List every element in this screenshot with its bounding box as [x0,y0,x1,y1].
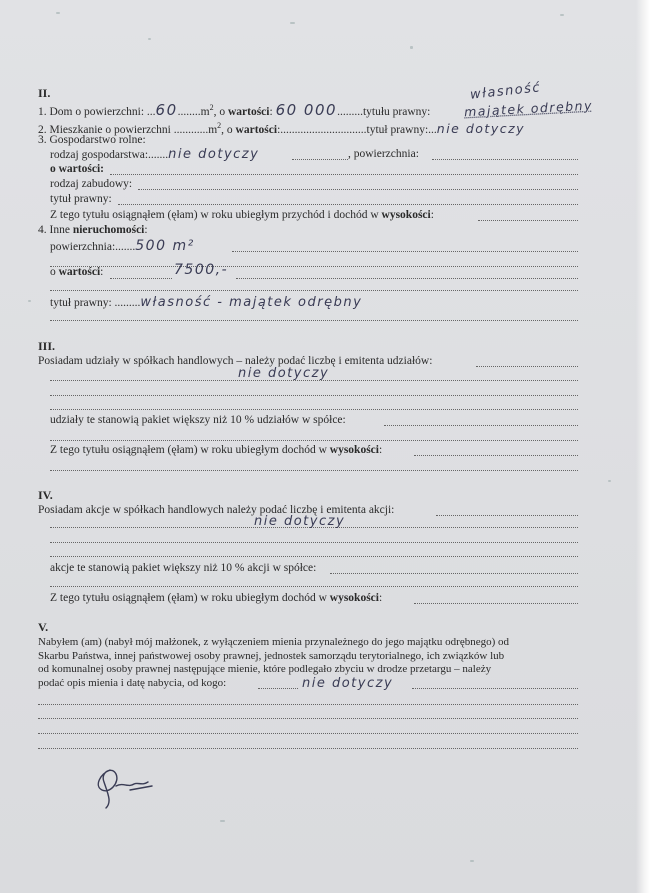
handwritten-stocks-na: nie dotyczy [254,514,346,529]
dotted-fill [50,586,578,587]
scan-edge [636,0,650,893]
handwritten-house-area: 60 [155,100,178,119]
handwritten-acquisition-na: nie dotyczy [302,676,394,691]
scan-speck [560,14,564,16]
dotted-fill [110,278,172,279]
other-property-title-line: tytuł prawny: .........własność - majątek odrębny [50,295,363,310]
farm-value-label: o wartości: [50,163,104,175]
dotted-fill [436,515,578,516]
scan-speck [608,480,611,482]
shares-line: Posiadam udziały w spółkach handlowych – należy podać liczbę i emitenta udziałów: [38,355,433,367]
handwritten-other-area: 500 m² [135,238,195,254]
dotted-fill [50,470,578,471]
dotted-fill [292,159,348,160]
shares-stake-line: udziały te stanowią pakiet większy niż 10 % udziałów w spółce: [50,414,346,426]
dotted-fill [384,425,578,426]
dotted-fill [476,366,578,367]
dotted-fill [50,290,578,291]
other-property-value-line: o wartości: [50,266,104,278]
shares-income-line: Z tego tytułu osiągnąłem (ęłam) w roku ubiegłym dochód w wysokości: [50,444,383,456]
farm-area-label: , powierzchnia: [348,148,419,160]
acquisition-paragraph: Nabyłem (am) (nabył mój małżonek, z wyłączeniem mienia przynależnego do jego majątku odrębnego) od Skarbu Państwa, innej państwowej osoby prawnej, jednostek samorządu terytorialnego, ich związków lub od komunalnej osoby prawnej następujące mienie, które podlegało zbyciu w drodze przetargu – należy podać opis mienia i datę nabycia, od kogo: [38,636,509,689]
handwritten-shares-na: nie dotyczy [238,366,330,381]
apartment-line: 2. Mieszkanie o powierzchni $............m^2$, o wartości:..............................tytuł prawny:...nie dotyczy [38,120,526,136]
section-3-heading: III. [38,339,56,353]
handwritten-farm-na: nie dotyczy [168,147,260,162]
handwritten-apartment-na: nie dotyczy [436,120,526,136]
dotted-fill [330,573,578,574]
dotted-fill [50,440,578,441]
dotted-fill [50,409,578,410]
scan-speck [290,22,295,24]
dotted-fill [50,320,578,321]
stocks-income-line: Z tego tytułu osiągnąłem (ęłam) w roku ubiegłym dochód w wysokości: [50,592,383,604]
scan-speck [56,12,60,14]
dotted-fill [38,718,578,719]
farm-heading: 3. Gospodarstwo rolne: [38,134,146,146]
dotted-fill [138,189,578,190]
section-2-heading: II. [38,86,51,100]
dotted-fill [38,704,578,705]
handwritten-house-value: 60 000 [275,100,338,119]
signature [90,752,170,812]
dotted-fill [414,603,578,604]
dotted-fill [50,556,578,557]
other-property-heading: 4. Inne nieruchomości: [38,224,148,236]
dotted-fill [478,220,578,221]
dotted-fill [118,204,578,205]
section-5-heading: V. [38,620,49,634]
handwritten-other-title: własność - majątek odrębny [140,295,363,310]
farm-buildings-label: rodzaj zabudowy: [50,178,133,190]
handwritten-other-value: 7500,- [174,262,229,278]
stocks-stake-line: akcje te stanowią pakiet większy niż 10 % akcji w spółce: [50,562,317,574]
other-property-area-line: powierzchnia:.......500 m² [50,238,195,254]
dotted-fill [412,688,578,689]
section-4-heading: IV. [38,488,53,502]
dotted-fill [232,251,578,252]
scan-speck [220,820,225,822]
handwritten-ownership-bottom: majątek odrębny [463,97,594,120]
house-line: 1. Dom o powierzchni: $...60........m^2$, o wartości: 60 000.........tytułu prawny: [38,100,431,119]
dotted-fill [50,266,578,267]
dotted-fill [38,733,578,734]
dotted-fill [414,455,578,456]
farm-income-line: Z tego tytułu osiągnąłem (ęłam) w roku ubiegłym przychód i dochód w wysokości: [50,209,434,221]
dotted-fill [38,748,578,749]
dotted-fill [236,278,578,279]
scan-speck [28,300,31,302]
dotted-fill [432,159,578,160]
dotted-fill [50,542,578,543]
handwritten-ownership-top: własność [469,80,542,103]
farm-type-line: rodzaj gospodarstwa:.......nie dotyczy [50,147,260,162]
dotted-fill [258,688,298,689]
scan-speck [410,46,413,49]
farm-title-label: tytuł prawny: [50,193,112,205]
dotted-fill [110,174,578,175]
dotted-fill [50,395,578,396]
scan-speck [470,860,474,862]
stocks-line: Posiadam akcje w spółkach handlowych należy podać liczbę i emitenta akcji: [38,504,395,516]
scan-speck [148,38,151,40]
